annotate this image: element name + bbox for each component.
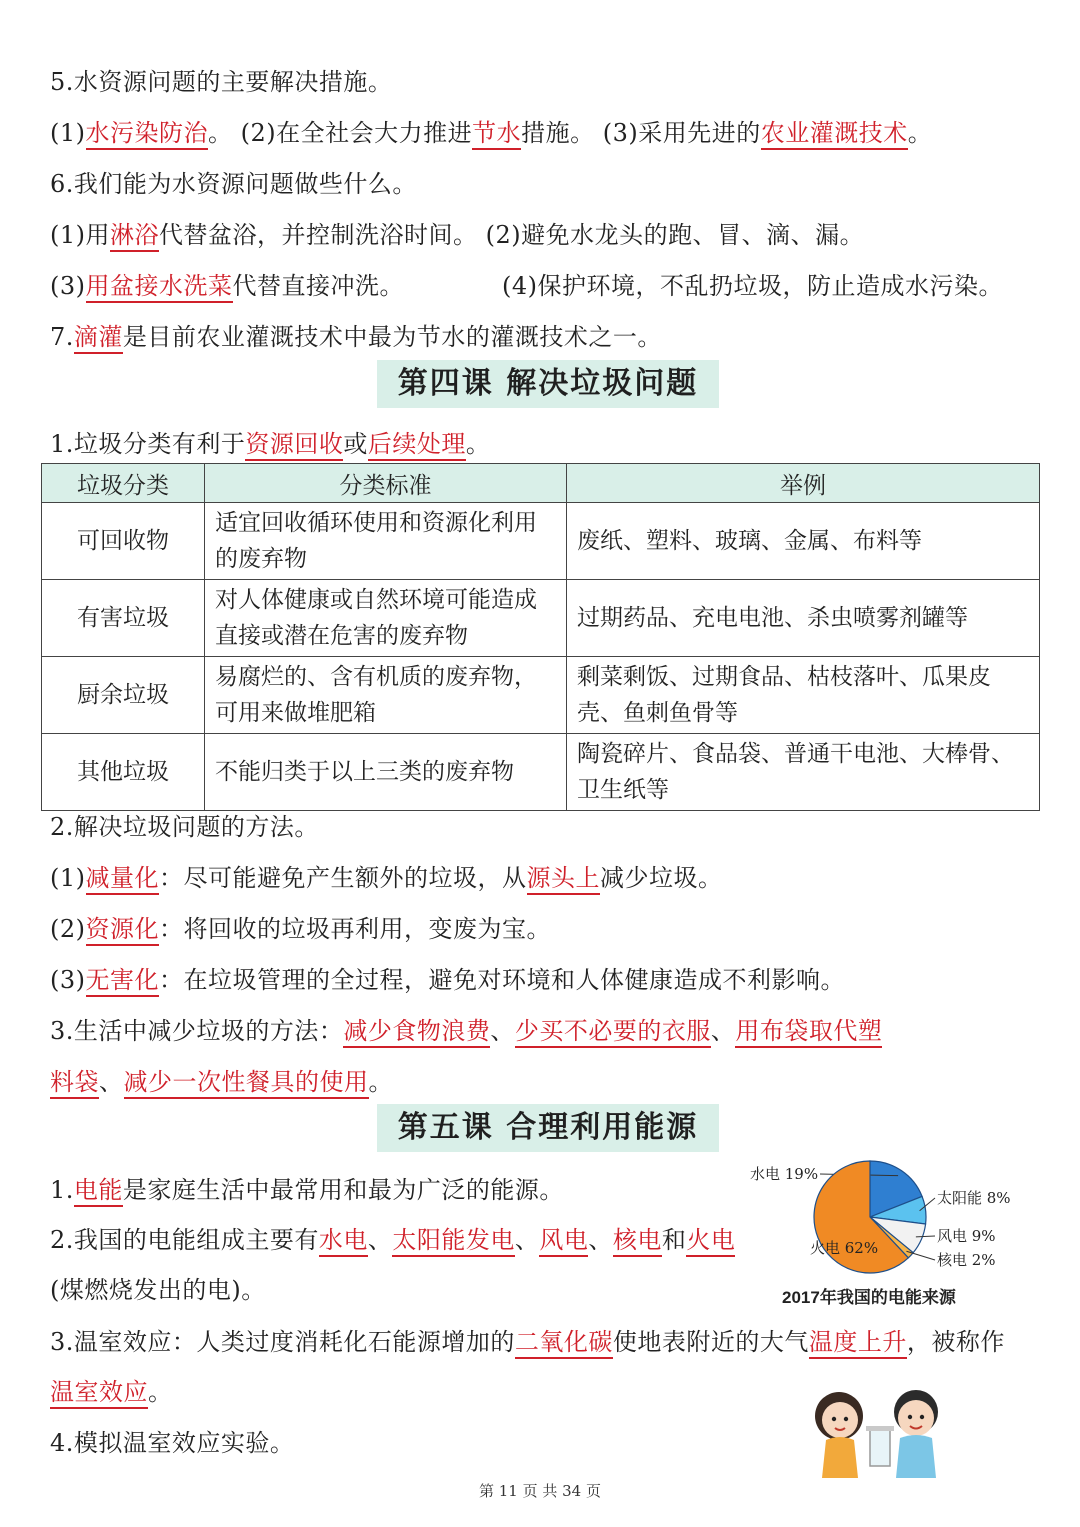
cell-examples: 废纸、塑料、玻璃、金属、布料等	[567, 503, 1040, 580]
lesson4-item3-line1: 3.生活中减少垃圾的方法：减少食物浪费、少买不必要的衣服、用布袋取代塑	[50, 1015, 882, 1047]
pie-label: 水电 19%	[750, 1165, 819, 1183]
lesson5-item3-line2: 温室效应。	[50, 1376, 173, 1408]
cell-standard: 易腐烂的、含有机质的废弃物，可用来做堆肥箱	[205, 657, 567, 734]
waste-classification-table	[41, 463, 1040, 811]
keyword: 无害化	[86, 966, 160, 997]
lesson5-item1: 1.电能是家庭生活中最常用和最为广泛的能源。	[50, 1174, 564, 1206]
keyword: 减少一次性餐具的使用	[124, 1068, 369, 1099]
cell-examples: 过期药品、充电电池、杀虫喷雾剂罐等	[567, 580, 1040, 657]
keyword: 水污染防治	[86, 119, 209, 150]
item6-line-a: (1)用淋浴代替盆浴，并控制洗浴时间。 (2)避免水龙头的跑、冒、滴、漏。	[50, 219, 864, 251]
keyword: 核电	[613, 1226, 662, 1257]
lesson5-heading: 第五课 合理利用能源	[377, 1104, 719, 1152]
lesson5-item4: 4.模拟温室效应实验。	[50, 1429, 295, 1457]
table-header-row	[42, 464, 1040, 503]
cell-examples: 剩菜剩饭、过期食品、枯枝落叶、瓜果皮壳、鱼刺鱼骨等	[567, 657, 1040, 734]
header-category: 垃圾分类	[42, 464, 205, 503]
keyword: 风电	[539, 1226, 588, 1257]
item7: 7.滴灌是目前农业灌溉技术中最为节水的灌溉技术之一。	[50, 321, 662, 353]
header-standard: 分类标准	[205, 464, 567, 503]
cell-category: 其他垃圾	[42, 734, 205, 811]
keyword: 二氧化碳	[515, 1328, 613, 1359]
cell-category: 有害垃圾	[42, 580, 205, 657]
method-harmless: (3)无害化：在垃圾管理的全过程，避免对环境和人体健康造成不利影响。	[50, 964, 845, 996]
item6-title: 6.我们能为水资源问题做些什么。	[50, 170, 417, 198]
keyword: 节水	[472, 119, 521, 150]
keyword: 农业灌溉技术	[761, 119, 908, 150]
page-footer: 第 11 页 共 34 页	[478, 1482, 601, 1500]
keyword: 用盆接水洗菜	[86, 272, 233, 303]
chart-caption: 2017年我国的电能来源	[782, 1288, 956, 1307]
pie-label: 核电 2%	[937, 1251, 996, 1269]
keyword: 水电	[319, 1226, 368, 1257]
lesson4-item3-line2: 料袋、减少一次性餐具的使用。	[50, 1066, 393, 1098]
table-row	[42, 580, 1040, 657]
table-row	[42, 657, 1040, 734]
keyword: 减少食物浪费	[343, 1017, 490, 1048]
table-row	[42, 734, 1040, 811]
keyword: 减量化	[86, 864, 160, 895]
cell-category: 可回收物	[42, 503, 205, 580]
pie-label: 风电 9%	[937, 1227, 996, 1245]
lesson5-item2-line2: (煤燃烧发出的电)。	[50, 1276, 266, 1304]
lesson5-item2: 2.我国的电能组成主要有水电、太阳能发电、风电、核电和火电	[50, 1224, 735, 1256]
table-row	[42, 503, 1040, 580]
keyword: 源头上	[527, 864, 601, 895]
keyword: 资源回收	[245, 430, 343, 461]
keyword: 后续处理	[368, 430, 466, 461]
keyword: 淋浴	[110, 221, 159, 252]
keyword: 温度上升	[809, 1328, 907, 1359]
header-examples: 举例	[567, 464, 1040, 503]
keyword: 太阳能发电	[392, 1226, 515, 1257]
keyword: 用布袋取代塑	[735, 1017, 882, 1048]
lesson4-heading: 第四课 解决垃圾问题	[377, 360, 719, 408]
keyword: 火电	[686, 1226, 735, 1257]
pie-label: 火电 62%	[810, 1239, 879, 1257]
method-recycle: (2)资源化：将回收的垃圾再利用，变废为宝。	[50, 913, 551, 945]
item5-measures: (1)水污染防治。 (2)在全社会大力推进节水措施。 (3)采用先进的农业灌溉技术。	[50, 117, 932, 149]
method-reduce: (1)减量化：尽可能避免产生额外的垃圾，从源头上减少垃圾。	[50, 862, 723, 894]
cell-standard: 不能归类于以上三类的废弃物	[205, 734, 567, 811]
lesson4-item2-title: 2.解决垃圾问题的方法。	[50, 813, 319, 841]
keyword: 少买不必要的衣服	[515, 1017, 711, 1048]
item5-title: 5.水资源问题的主要解决措施。	[50, 68, 393, 96]
keyword: 电能	[74, 1176, 123, 1207]
lesson4-item1: 1.垃圾分类有利于资源回收或后续处理。	[50, 428, 490, 460]
lesson5-item3: 3.温室效应：人类过度消耗化石能源增加的二氧化碳使地表附近的大气温度上升，被称作	[50, 1326, 1005, 1358]
pie-label: 太阳能 8%	[937, 1189, 1011, 1207]
keyword: 料袋	[50, 1068, 99, 1099]
item6-line-c: (4)保护环境，不乱扔垃圾，防止造成水污染。	[502, 272, 1003, 300]
keyword: 资源化	[86, 915, 160, 946]
cell-examples: 陶瓷碎片、食品袋、普通干电池、大棒骨、卫生纸等	[567, 734, 1040, 811]
item6-line-b: (3)用盆接水洗菜代替直接冲洗。	[50, 270, 404, 302]
children-illustration	[806, 1378, 956, 1478]
cell-category: 厨余垃圾	[42, 657, 205, 734]
cell-standard: 对人体健康或自然环境可能造成直接或潜在危害的废弃物	[205, 580, 567, 657]
cell-standard: 适宜回收循环使用和资源化利用的废弃物	[205, 503, 567, 580]
keyword: 滴灌	[74, 323, 123, 354]
keyword: 温室效应	[50, 1378, 148, 1409]
